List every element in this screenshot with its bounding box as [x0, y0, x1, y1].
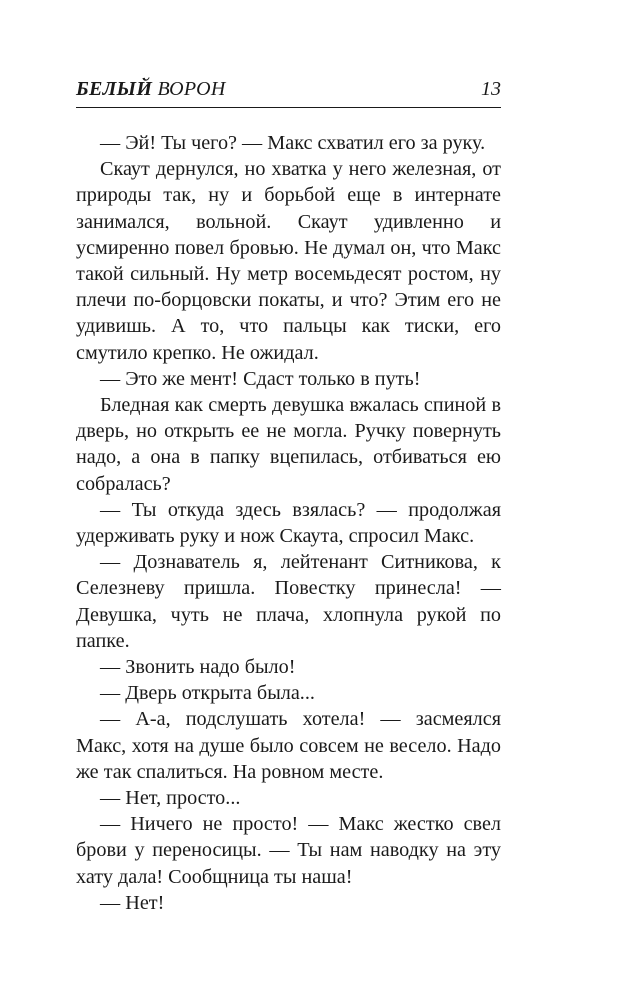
book-title-bold: БЕЛЫЙ: [76, 78, 153, 100]
paragraph: — Звонить надо было!: [100, 656, 296, 679]
paragraph: — Дознаватель я, лейтенант Ситникова, к Селезневу пришла. Повестку принесла! — Девушка, чуть не плача, хлопнула рукой по папке.: [76, 551, 501, 652]
body-text: [76, 130, 501, 916]
page-number: 13: [481, 78, 501, 100]
book-title: [76, 78, 226, 101]
paragraph: — А-а, подслушать хотела! — засмеялся Макс, хотя на душе было совсем не весело. Надо же так спалиться. На ровном месте.: [76, 708, 501, 783]
book-title-rest: ВОРОН: [152, 78, 226, 100]
header-divider: [76, 107, 501, 108]
paragraph: — Ничего не просто! — Макс жестко свел брови у переносицы. — Ты нам наводку на эту хату дала! Сообщница ты наша!: [76, 813, 501, 888]
running-header: [76, 78, 501, 104]
paragraph: — Эй! Ты чего? — Макс схватил его за руку.: [100, 132, 486, 154]
paragraph: — Нет!: [100, 891, 165, 914]
paragraph: Скаут дернулся, но хватка у него железная, от природы так, ну и борьбой еще в интернате занимался, вольной. Скаут удивленно и усмиренно повел бровью. Не думал он, что Макс такой сильный. Ну метр восемьдесят ростом, ну плечи по-борцовски покаты, и что? Этим его не удивишь. А то, что пальцы как тиски, его смутило крепко. Не ожидал.: [76, 158, 501, 364]
paragraph: — Это же мент! Сдаст только в путь!: [100, 367, 421, 390]
paragraph: Бледная как смерть девушка вжалась спиной в дверь, но открыть ее не могла. Ручку повернуть надо, а она в папку вцепилась, отбиваться ею собралась?: [76, 394, 501, 495]
paragraph: — Нет, просто...: [100, 787, 241, 810]
paragraph: — Ты откуда здесь взялась? — продолжая удерживать руку и нож Скаута, спросил Макс.: [76, 498, 501, 548]
paragraph: — Дверь открыта была...: [100, 682, 315, 705]
